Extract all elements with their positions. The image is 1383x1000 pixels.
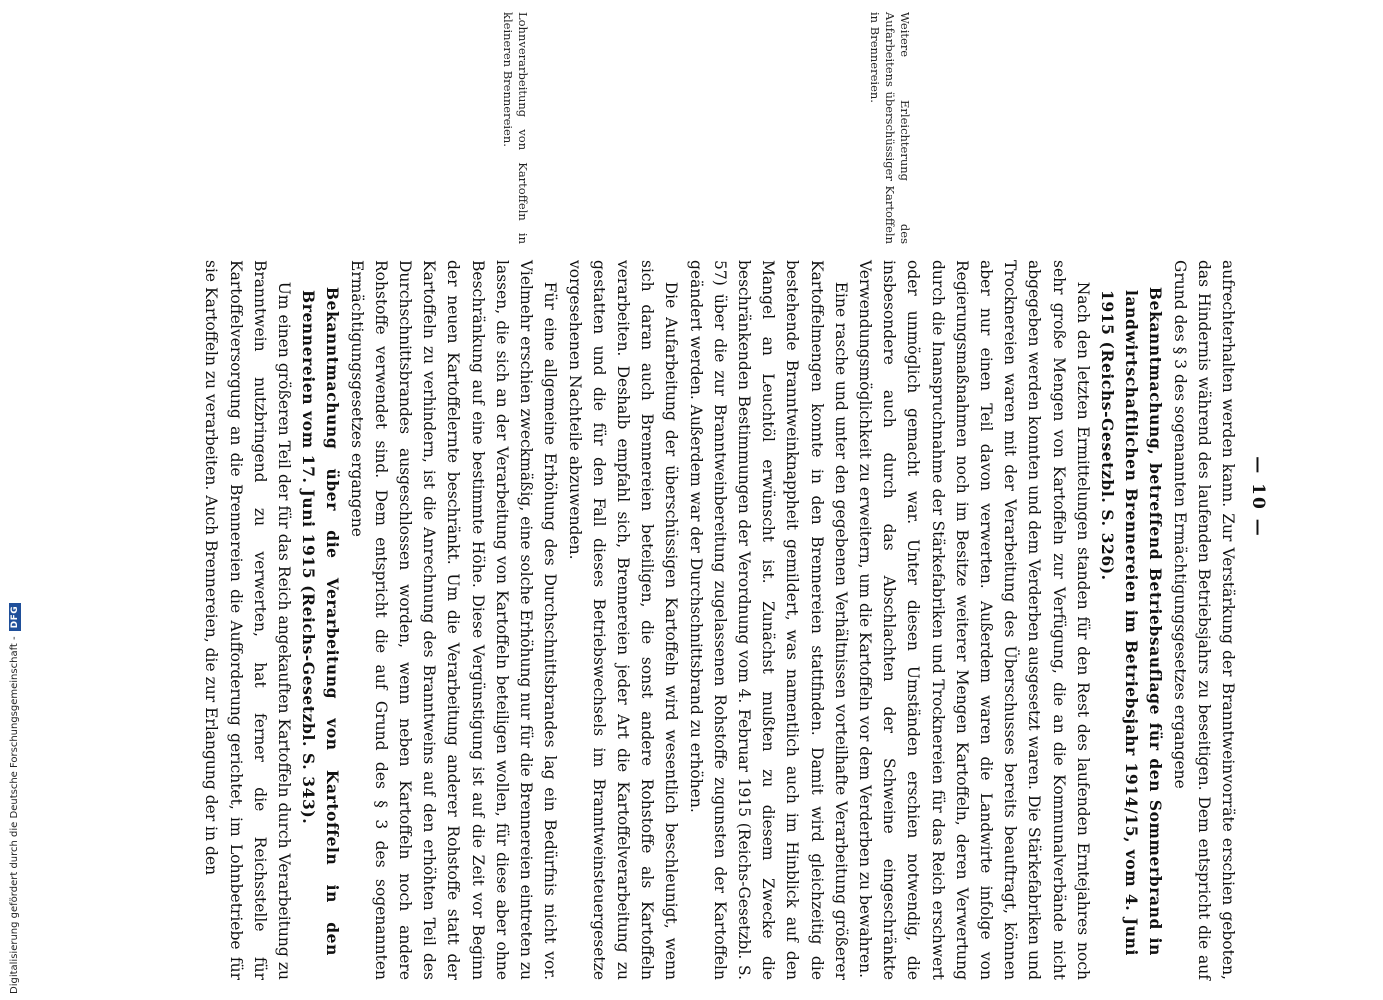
paragraph-1: aufrechterhalten werden kann. Zur Verstärkung der Branntweinvorräte erschien geboten, das Hindernis während des laufenden Betriebsjahrs zu beseitigen. Dem entspricht die auf Grund des § 3 des sogenannten Ermächtigungsgesetzes ergangene xyxy=(1170,260,1237,980)
notice-heading-2: Bekanntmachung über die Verarbeitung von Kartoffeln in den Brennereien vom 17. Juni 1915 (Reichs-Gesetzbl. S. 343). xyxy=(299,286,343,956)
footer-credit: Digitalisierung gefördert durch die Deutsche Forschungsgemeinschaft - xyxy=(9,636,20,994)
paragraph-5: Für eine allgemeine Erhöhung des Durchschnittsbrandes lag ein Bedürfnis nicht vor. Vielmehr erschien zweckmäßig, eine solche Erhöhung nur für die Brennereien eintreten zu lassen, die sich an der Verarbeitung von Kartoffeln beteiligen wollen, für diese aber ohne Beschränkung auf eine bestimmte Höhe. Diese Vergünstigung ist auf die Zeit vor Beginn der neuen Kartoffelernte beschränkt. Um die Verarbeitung anderer Rohstoffe statt der Kartoffeln zu verhindern, ist die Anrechnung des Branntweins auf den erhöhten Teil des Durchschnittsbrandes ausgeschlossen worden, wenn neben Kartoffeln noch andere Rohstoffe verwendet sind. Dem entspricht die auf Grund des § 3 des sogenannten Ermächtigungsgesetzes ergangene xyxy=(347,260,560,980)
paragraph-3: Eine rasche und unter den gegebenen Verhältnissen vorteilhafte Verarbeitung größerer Kartoffelmengen konnte in den Brennereien stattfinden. Damit wird gleichzeitig die bestehende Branntweinknappheit gemildert, was namentlich auch im Hinblick auf den Mangel an Leuchtöl erwünscht ist. Zunächst mußten zu diesem Zwecke die beschränkenden Bestimmungen der Verordnung vom 4. Februar 1915 (Reichs-Gesetzbl. S. 57) über die zur Branntweinbereitung zugelassenen Rohstoffe zugunsten der Kartoffeln geändert werden. Außerdem war der Durchschnittsbrand zu erhöhen. xyxy=(686,260,850,980)
margin-note-2: Lohnverarbeitung von Kartoffeln in kleineren Brennereien. xyxy=(501,12,530,244)
page-number: — 10 — xyxy=(1248,456,1268,538)
margin-note-1: Weitere Erleichterung des Aufarbeitens überschüssiger Kartoffeln in Brennereien. xyxy=(868,12,912,244)
paragraph-2: Nach den letzten Ermittelungen standen für den Rest des laufenden Erntejahres noch sehr große Mengen von Kartoffeln zur Verfügung, die an die Kommunalverbände nicht abgegeben werden konnten und dem Verderben ausgesetzt waren. Die Stärkefabriken und Trocknereien waren mit der Verarbeitung des Überschusses bereits beauftragt, können aber nur einen Teil davon verwerten. Außerdem waren die Landwirte infolge von Regierungsmaßnahmen noch im Besitze weiterer Mengen Kartoffeln, deren Verwertung durch die Inanspruchnahme der Stärkefabriken und Trocknereien für das Reich erschwert oder unmöglich gemacht war. Unter diesen Umständen erschien notwendig, die insbesondere auch durch das Abschlachten der Schweine eingeschränkte Verwendungsmöglichkeit zu erweitern, um die Kartoffeln vor dem Verderben zu bewahren. xyxy=(855,260,1092,980)
paragraph-6: Um einen größeren Teil der für das Reich angekauften Kartoffeln durch Verarbeitung zu Branntwein nutzbringend zu verwerten, hat ferner die Reichsstelle für Kartoffelversorgung an die Brennereien die Aufforderung gerichtet, im Lohnbetriebe für sie Kartoffeln zu verarbeiten. Auch Brennereien, die zur Erlangung der in den xyxy=(202,260,294,980)
footer-credit-line xyxy=(9,603,21,994)
dfg-logo: DFG xyxy=(9,603,21,632)
footer-strip xyxy=(0,0,18,1000)
main-text-column xyxy=(199,260,1240,980)
scanned-page xyxy=(160,12,1270,982)
paragraph-4: Die Aufarbeitung der überschüssigen Kartoffeln wird wesentlich beschleunigt, wenn sich daran auch Brennereien beteiligen, die sonst andere Rohstoffe als Kartoffeln verarbeiten. Deshalb empfahl sich, Brennereien jeder Art die Kartoffelverarbeitung zu gestatten und die für den Fall dieses Betriebswechsels im Branntweinsteuergesetze vorgesehenen Nachteile abzuwenden. xyxy=(565,260,681,980)
notice-heading-1: Bekanntmachung, betreffend Betriebsauflage für den Sommerbrand in landwirtschaftlichen Brennereien im Betriebsjahr 1914/15, vom 4. Juni 1915 (Reichs-Gesetzbl. S. 326). xyxy=(1097,286,1166,956)
